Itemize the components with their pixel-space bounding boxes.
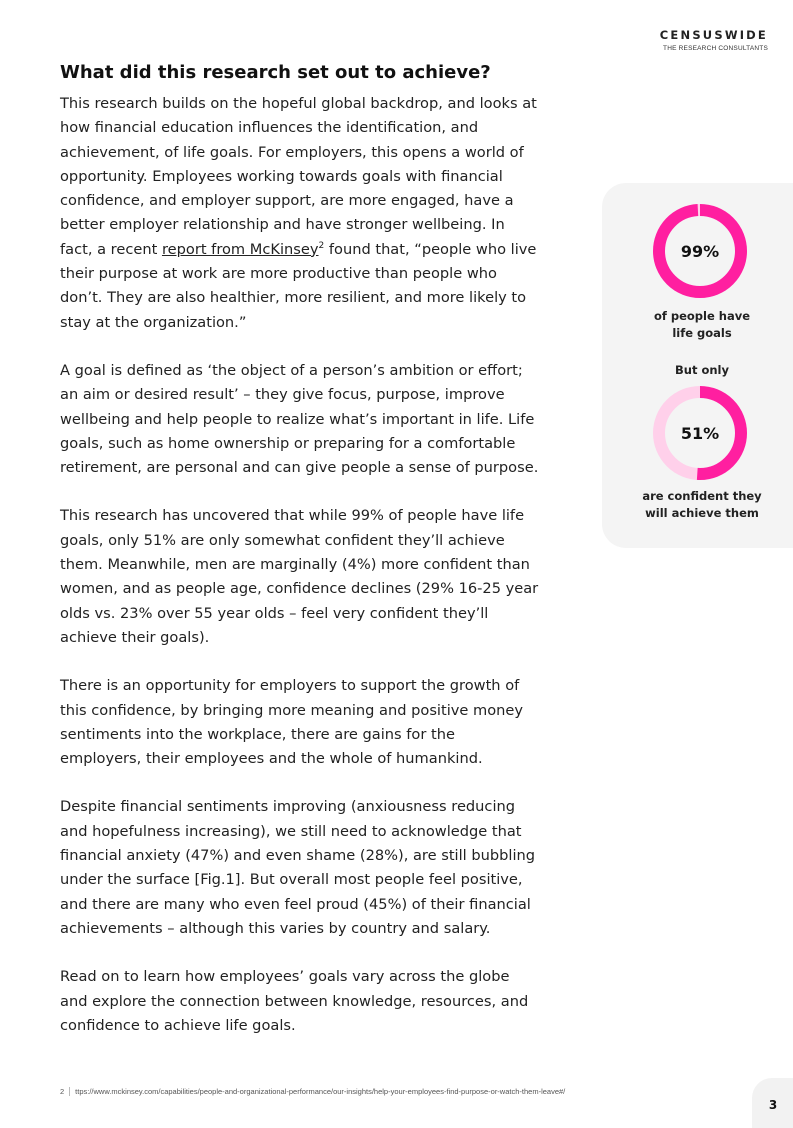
goals-caption-line1: of people have bbox=[653, 309, 751, 323]
stats-panel bbox=[602, 183, 793, 548]
confident-donut-chart bbox=[653, 386, 747, 480]
paragraph-2: A goal is defined as ‘the object of a person’s ambition or effort; an aim or desired result’ – they give focus, purpose, improve wellbeing and help people to realize what’s important in life. Life goals, such as home ownership or preparing for a comfortable retirement, are personal and can give people a sense of purpose. bbox=[60, 361, 539, 477]
footnote bbox=[60, 1087, 565, 1096]
paragraph-5: Despite financial sentiments improving (anxiousness reducing and hopefulness increasing), we still need to acknowledge that financial anxiety (47%) and even shame (28%), are still bubbling under the surface [Fig.1]. But overall most people feel positive, and there are many who even feel proud (45%) of their financial achievements – although this varies by country and salary. bbox=[60, 798, 536, 937]
body-text bbox=[60, 92, 540, 1062]
brand-logo bbox=[660, 28, 768, 52]
but-only-label: But only bbox=[675, 363, 729, 377]
brand-tagline: THE RESEARCH CONSULTANTS bbox=[663, 45, 768, 52]
paragraph-6: Read on to learn how employees’ goals vary across the globe and explore the connection between knowledge, resources, and confidence to achieve life goals. bbox=[60, 968, 529, 1034]
mckinsey-report-link[interactable]: report from McKinsey bbox=[161, 240, 319, 258]
goals-donut-chart bbox=[653, 204, 747, 298]
paragraph-1 bbox=[60, 92, 540, 335]
confident-caption-line2: will achieve them bbox=[645, 506, 759, 520]
section-heading: What did this research set out to achieve? bbox=[60, 62, 491, 83]
page-number: 3 bbox=[768, 1098, 778, 1112]
paragraph-3: This research has uncovered that while 99% of people have life goals, only 51% are only somewhat confident they’ll achieve them. Meanwhile, men are marginally (4%) more confident than women, and as people age, confidence declines (29% 16-25 year olds vs. 23% over 55 year olds – feel very confident they’ll achieve their goals). bbox=[60, 507, 539, 646]
footnote-number: 2 bbox=[60, 1087, 70, 1096]
goals-percentage: 99% bbox=[680, 241, 720, 261]
brand-name: CENSUSWIDE bbox=[659, 28, 768, 42]
footnote-marker: 2 bbox=[318, 240, 325, 251]
paragraph-4: There is an opportunity for employers to support the growth of this confidence, by bringing more meaning and positive money sentiments into the workplace, there are gains for the employers, their employees and the whole of humankind. bbox=[60, 677, 524, 768]
confident-caption-line1: are confident they bbox=[642, 489, 762, 503]
goals-caption bbox=[602, 308, 793, 342]
paragraph-1-intro: This research builds on the hopeful global backdrop, and looks at how financial education influences the identification, and achievement, of life goals. For employers, this opens a world of opportunity. Employees working towards goals with financial confidence, and employer support, are more engaged, have a better employer relationship and have stronger wellbeing. In fact, a recent bbox=[60, 95, 537, 258]
confident-percentage: 51% bbox=[680, 423, 720, 443]
footnote-url[interactable]: ttps://www.mckinsey.com/capabilities/people-and-organizational-performance/our-insights/help-your-employees-find-purpose-or-watch-them-leave#/ bbox=[75, 1087, 566, 1096]
page-number-tab bbox=[752, 1078, 793, 1128]
paragraph-1-rest: found that, “people who live their purpose at work are more productive than people who don’t. They are also healthier, more resilient, and more likely to stay at the organization.” bbox=[60, 240, 537, 331]
goals-caption-line2: life goals bbox=[672, 326, 732, 340]
confident-caption bbox=[602, 488, 793, 522]
